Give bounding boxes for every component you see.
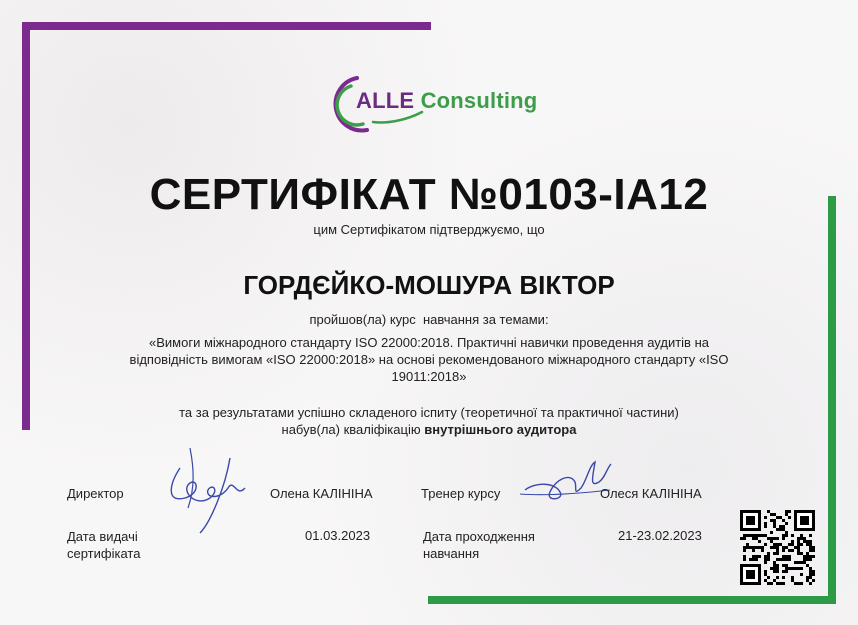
director-name: Олена КАЛІНІНА [270,486,373,501]
trainer-name: Олеся КАЛІНІНА [600,486,702,501]
training-date: 21-23.02.2023 [618,528,702,543]
training-label-line-2: навчання [423,546,480,561]
certificate-subtitle: цим Сертифікатом підтверджуємо, що [313,222,545,237]
certificate-title: СЕРТИФІКАТ №0103-ІА12 [149,170,709,219]
logo-wordmark [356,88,537,114]
issue-label-line-1: Дата видачі [67,529,138,544]
result-line-2-prefix: набув(ла) кваліфікацію [281,422,425,437]
frame-green-bottom [428,596,836,604]
qr-code-icon [740,510,815,585]
logo-brand: ALLE [356,88,415,113]
qualification: внутрішнього аудитора [424,422,577,437]
training-date-label [423,528,535,562]
director-label: Директор [67,486,124,501]
frame-purple-left [22,22,30,430]
issue-label-line-2: сертифіката [67,546,141,561]
frame-purple-top [22,22,431,30]
training-label-line-1: Дата проходження [423,529,535,544]
issue-date-label [67,528,140,562]
director-signature-icon [150,428,260,538]
frame-green-right [828,196,836,604]
course-topics: «Вимоги міжнародного стандарту ISO 22000:2018. Практичні навички проведення аудитів на відповідність вимогам «ISO 22000:2018» на основі рекомендованого міжнародного стандарту «ISO 19011:2018» [129,335,729,384]
recipient-name: ГОРДЄЙКО-МОШУРА ВІКТОР [243,270,615,300]
passed-course-text: пройшов(ла) курс навчання за темами: [309,312,549,327]
issue-date: 01.03.2023 [305,528,371,543]
logo-word: Consulting [420,88,538,113]
trainer-label: Тренер курсу [421,486,501,501]
result-line-1: та за результатами успішно складеного іспиту (теоретичної та практичної частини) [179,405,679,420]
trainer-signature-icon [515,452,615,512]
